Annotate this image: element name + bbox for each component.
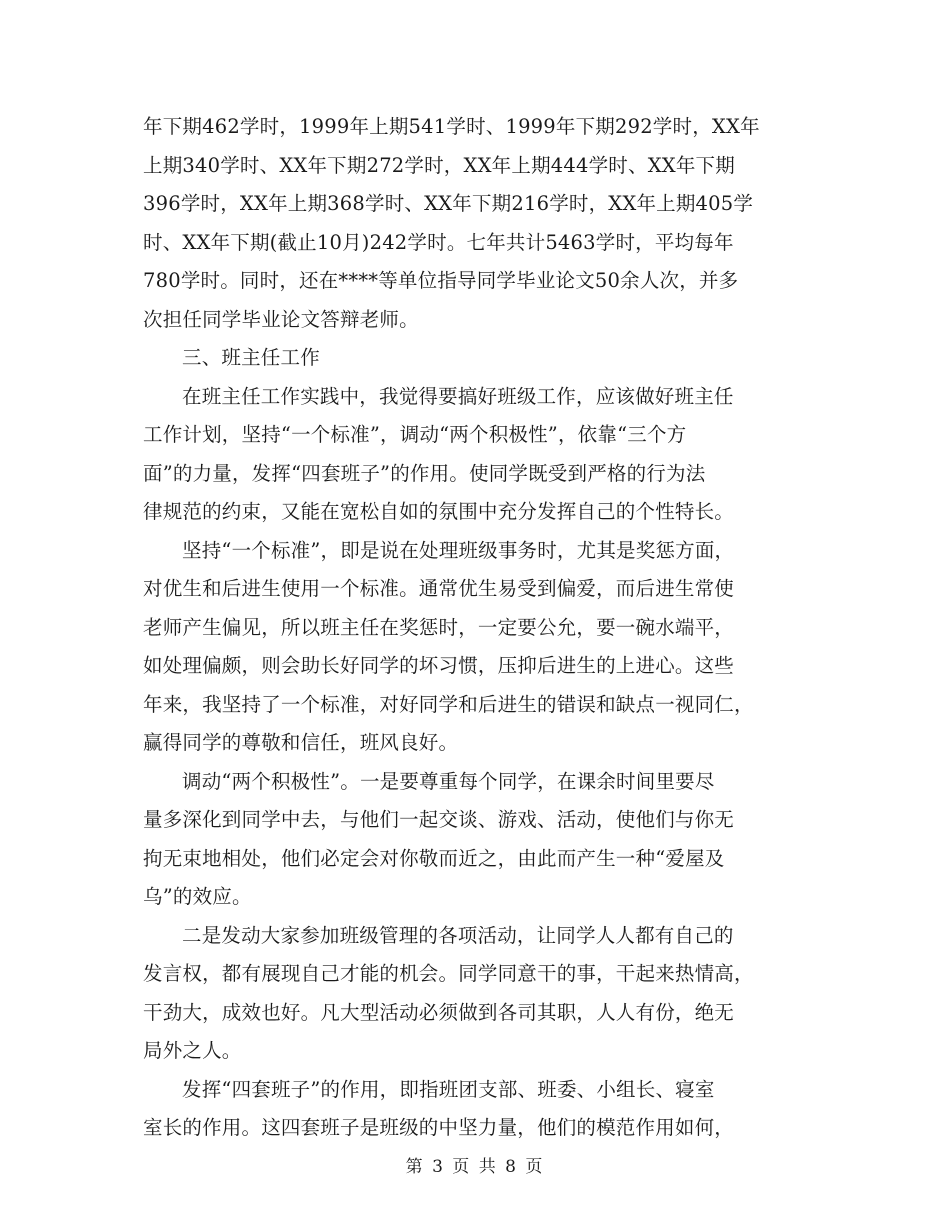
- text-line: 赢得同学的尊敬和信任，班风良好。: [143, 731, 459, 754]
- text-line: 乌”的效应。: [143, 885, 252, 908]
- text-line: 在班主任工作实践中，我觉得要搞好班级工作，应该做好班主任: [182, 384, 734, 408]
- text-line: 时、XX年下期(截止10月)242学时。七年共计5463学时，平均每年: [143, 230, 734, 254]
- text-line: 年下期462学时，1999年上期541学时、1999年下期292学时，XX年: [143, 115, 760, 138]
- text-line: 发挥“四套班子”的作用，即指班团支部、班委、小组长、寝室: [182, 1077, 715, 1101]
- text-line: 室长的作用。这四套班子是班级的中坚力量，他们的模范作用如何，: [143, 1116, 735, 1139]
- text-line: 律规范的约束，又能在宽松自如的氛围中充分发挥自己的个性特长。: [143, 500, 735, 523]
- text-line: 如处理偏颇，则会助长好同学的坏习惯，压抑后进生的上进心。这些: [143, 654, 735, 677]
- text-line: 396学时，XX年上期368学时、XX年下期216学时，XX年上期405学: [143, 192, 754, 215]
- text-line: 老师产生偏见，所以班主任在奖惩时，一定要公允，要一碗水端平，: [143, 615, 735, 639]
- text-line: 上期340学时、XX年下期272学时，XX年上期444学时、XX年下期: [143, 153, 735, 177]
- text-line: 干劲大，成效也好。凡大型活动必须做到各司其职，人人有份，绝无: [143, 1000, 735, 1024]
- text-line: 拘无束地相处，他们必定会对你敬而近之，由此而产生一种“爱屋及: [143, 846, 725, 870]
- text-line: 局外之人。: [143, 1039, 242, 1062]
- text-line: 二是发动大家参加班级管理的各项活动，让同学人人都有自己的: [182, 923, 734, 947]
- text-line: 量多深化到同学中去，与他们一起交谈、游戏、活动，使他们与你无: [143, 808, 735, 831]
- text-line: 坚持“一个标准”，即是说在处理班级事务时，尤其是奖惩方面，: [182, 538, 735, 562]
- text-line: 面”的力量，发挥“四套班子”的作用。使同学既受到严格的行为法: [143, 461, 706, 485]
- text-line: 780学时。同时，还在****等单位指导同学毕业论文50余人次，并多: [143, 269, 739, 292]
- text-line: 发言权，都有展现自己才能的机会。同学同意干的事，干起来热情高，: [143, 962, 754, 985]
- text-line: 对优生和后进生使用一个标准。通常优生易受到偏爱，而后进生常使: [143, 577, 735, 600]
- text-line: 年来，我坚持了一个标准，对好同学和后进生的错误和缺点一视同仁，: [143, 692, 754, 716]
- text-line: 工作计划，坚持“一个标准”，调动“两个积极性”，依靠“三个方: [143, 423, 687, 446]
- document-body: [143, 108, 815, 1148]
- text-line: 次担任同学毕业论文答辩老师。: [143, 307, 419, 331]
- text-line: 调动“两个积极性”。一是要尊重每个同学，在课余时间里要尽: [182, 769, 715, 793]
- text-line: 三、班主任工作: [182, 346, 320, 369]
- page-footer: 第 3 页 共 8 页: [405, 1157, 545, 1177]
